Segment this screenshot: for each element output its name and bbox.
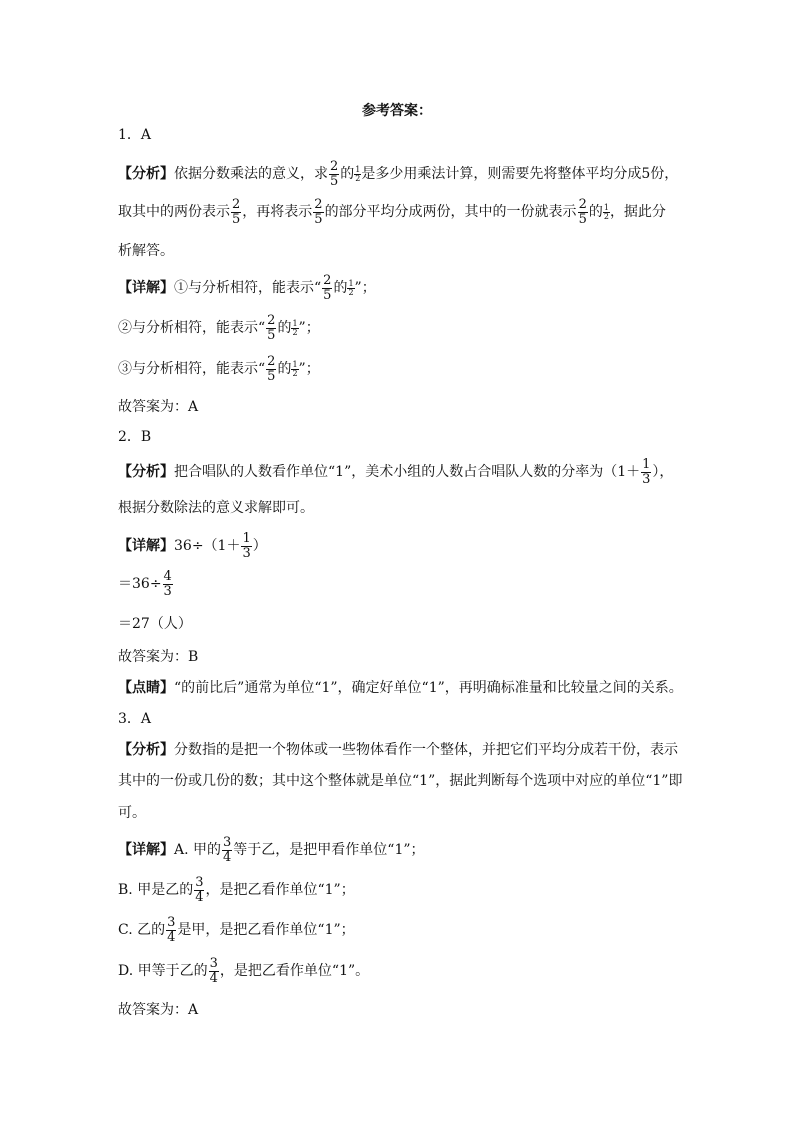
fraction-2-5: $\frac{2}{5}$ (267, 313, 276, 343)
fraction-1-2: $\frac{1}{2}$ (292, 360, 298, 379)
text: 36÷（1＋ (174, 538, 241, 555)
text: “的前比后”通常为单位“1”，确定好单位“1”，再明确标准量和比较量之间的关系。 (174, 680, 683, 696)
q1-detail-3 (118, 355, 320, 383)
text: A. 甲的 (174, 842, 222, 859)
text: 分数指的是把一个物体或一些物体看作一个整体，并把它们平均分成若干份，表示 (174, 742, 678, 758)
text: 依据分数乘法的意义，求 (174, 166, 328, 183)
q3-analysis-line-2: 其中的一份或几份的数；其中这个整体就是单位“1”，据此判断每个选项中对应的单位“1”即 (118, 773, 683, 789)
fraction-3-4: $\frac{3}{4}$ (167, 915, 176, 945)
q2-detail-2 (118, 570, 174, 598)
text: D. 甲等于乙的 (118, 963, 208, 980)
analysis-tag: 【分析】 (118, 464, 174, 481)
q2-final-answer: 故答案为：B (118, 649, 199, 665)
detail-tag: 【详解】 (118, 280, 174, 297)
text: ） (252, 538, 267, 555)
q2-analysis-line-1 (118, 458, 673, 486)
q1-analysis-line-3: 析解答。 (118, 243, 174, 259)
fraction-2-5: $\frac{2}{5}$ (323, 273, 332, 303)
fraction-3-4: $\frac{3}{4}$ (223, 835, 232, 865)
q1-answer: 1．A (118, 127, 152, 143)
fraction-1-2: $\frac{1}{2}$ (292, 319, 298, 338)
text: C. 乙的 (118, 922, 166, 939)
fraction-1-2: $\frac{1}{2}$ (348, 279, 354, 298)
text: ）， (652, 464, 674, 481)
q3-analysis-line-1 (118, 739, 678, 759)
q3-final-answer: 故答案为：A (118, 1002, 199, 1018)
text: 是多少用乘法计算，则需要先将整体平均分成5份， (361, 166, 679, 183)
page-title: 参考答案： (362, 103, 432, 119)
fraction-3-4: $\frac{3}{4}$ (195, 875, 204, 905)
text: ”； (298, 320, 320, 337)
fraction-2-5: $\frac{2}{5}$ (330, 159, 339, 189)
text: 是甲，是把乙看作单位“1”； (177, 922, 355, 939)
q2-comment (118, 677, 683, 697)
text: ，是把乙看作单位“1”。 (219, 963, 370, 980)
fraction-2-5: $\frac{2}{5}$ (267, 354, 276, 384)
fraction-4-3: $\frac{4}{3}$ (163, 569, 172, 599)
text: ，据此分 (609, 204, 666, 221)
q3-detail-d (118, 957, 369, 985)
text: 的 (588, 204, 603, 221)
text: ③与分析相符，能表示“ (118, 361, 266, 378)
q3-detail-a (118, 836, 425, 864)
q1-analysis-line-2 (118, 198, 666, 226)
fraction-1-3: $\frac{1}{3}$ (242, 531, 251, 561)
text: 等于乙，是把甲看作单位“1”； (233, 842, 425, 859)
text: ，再将表示 (242, 204, 313, 221)
q1-detail-2 (118, 314, 320, 342)
fraction-2-5: $\frac{2}{5}$ (314, 197, 323, 227)
q1-analysis-line-1 (118, 160, 678, 188)
text: 取其中的两份表示 (118, 204, 230, 221)
text: 的 (333, 280, 348, 297)
q3-detail-c (118, 916, 355, 944)
q3-answer: 3．A (118, 711, 152, 727)
q1-final-answer: 故答案为：A (118, 399, 199, 415)
fraction-2-5: $\frac{2}{5}$ (232, 197, 241, 227)
detail-tag: 【详解】 (118, 842, 174, 859)
text: ”； (298, 361, 320, 378)
q2-detail-3: ＝27（人） (118, 616, 192, 632)
text: ”； (354, 280, 376, 297)
fraction-1-2: $\frac{1}{2}$ (603, 203, 609, 222)
text: ，是把乙看作单位“1”； (205, 882, 355, 899)
text: B. 甲是乙的 (118, 882, 194, 899)
fraction-1-3: $\frac{1}{3}$ (642, 457, 651, 487)
analysis-tag: 【分析】 (118, 742, 174, 758)
text: 的部分平均分成两份，其中的一份就表示 (324, 204, 577, 221)
fraction-2-5: $\frac{2}{5}$ (578, 197, 587, 227)
q2-analysis-line-2: 根据分数除法的意义求解即可。 (118, 500, 314, 516)
q2-answer: 2．B (118, 429, 152, 445)
q3-detail-b (118, 876, 355, 904)
fraction-1-2: $\frac{1}{2}$ (355, 165, 361, 184)
text: ②与分析相符，能表示“ (118, 320, 266, 337)
text: 的 (277, 361, 292, 378)
comment-tag: 【点睛】 (118, 680, 174, 696)
q1-detail-1 (118, 274, 376, 302)
text: 的 (277, 320, 292, 337)
fraction-3-4: $\frac{3}{4}$ (209, 956, 218, 986)
detail-tag: 【详解】 (118, 538, 174, 555)
text: ＝36÷ (118, 576, 162, 593)
q3-analysis-line-3: 可。 (118, 805, 146, 821)
q2-detail-1 (118, 532, 267, 560)
analysis-tag: 【分析】 (118, 166, 174, 183)
text: 的 (340, 166, 355, 183)
text: ①与分析相符，能表示“ (174, 280, 322, 297)
text: 把合唱队的人数看作单位“1”，美术小组的人数占合唱队人数的分率为（1＋ (174, 464, 641, 481)
